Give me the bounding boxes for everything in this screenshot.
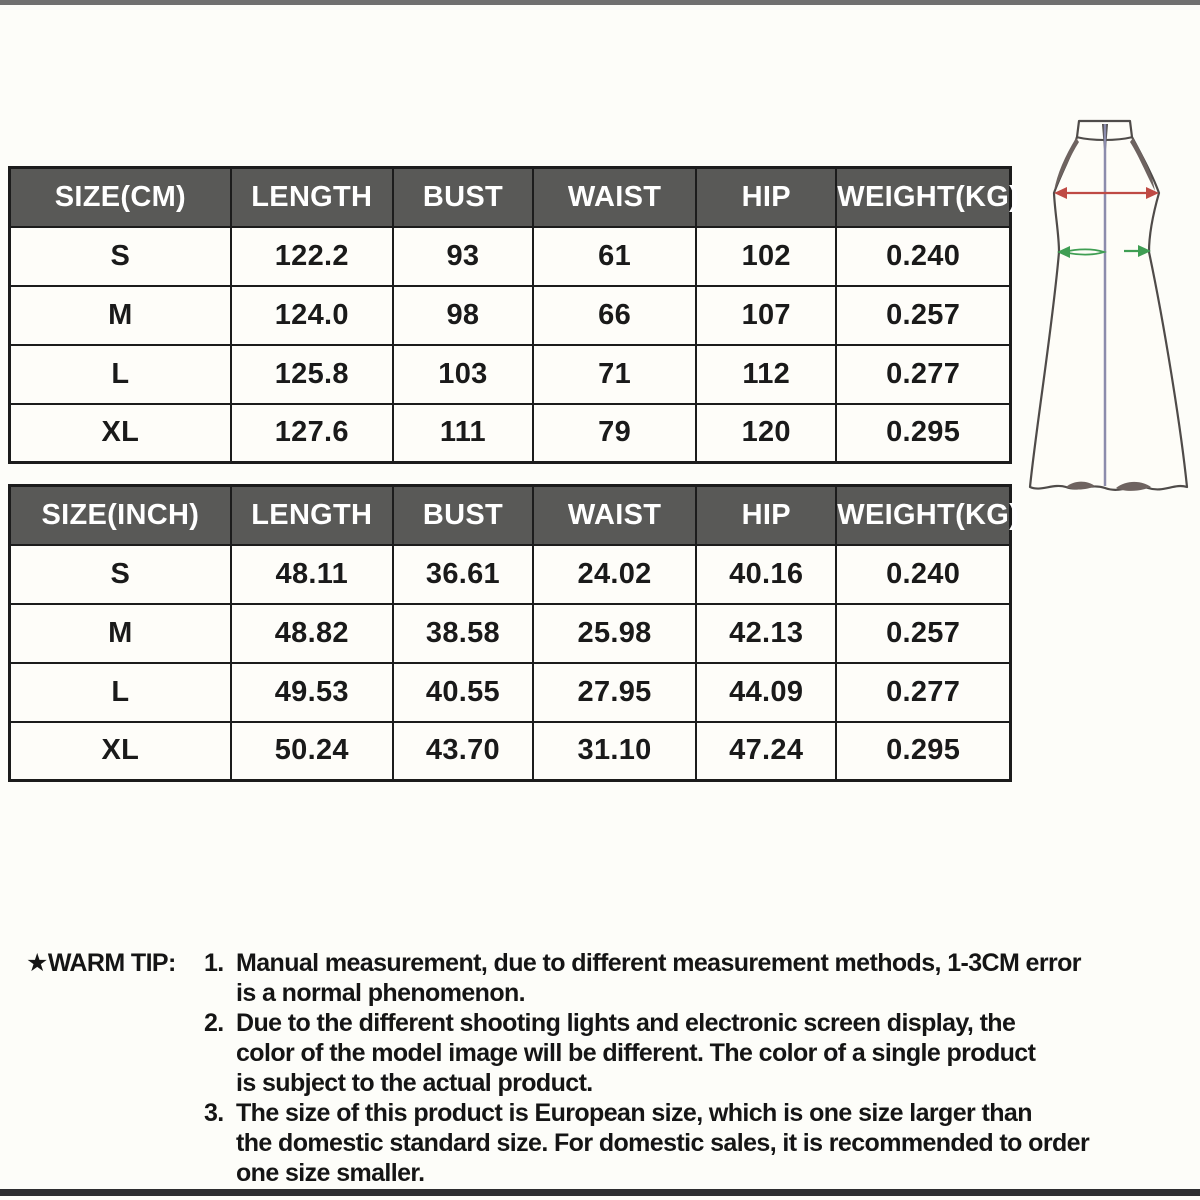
column-header: WAIST	[533, 486, 696, 545]
table-header-row	[10, 168, 1011, 227]
size-cell: 93	[393, 227, 533, 286]
size-cell: 27.95	[533, 663, 696, 722]
row-label: M	[10, 604, 231, 663]
row-label: L	[10, 663, 231, 722]
size-cell: 24.02	[533, 545, 696, 604]
size-cell: 40.55	[393, 663, 533, 722]
tip-text-line: color of the model image will be different. The color of a single product	[236, 1039, 1036, 1067]
row-label: S	[10, 545, 231, 604]
table-row	[10, 345, 1011, 404]
size-cell: 98	[393, 286, 533, 345]
tip-number: 1.	[204, 949, 224, 977]
size-cell: 47.24	[696, 722, 836, 781]
table-row	[10, 286, 1011, 345]
size-cell: 38.58	[393, 604, 533, 663]
size-cell: 36.61	[393, 545, 533, 604]
size-cell: 112	[696, 345, 836, 404]
warm-tip-item	[204, 1008, 1196, 1098]
size-cell: 66	[533, 286, 696, 345]
table-header-row	[10, 486, 1011, 545]
column-header: WEIGHT(KG)	[836, 168, 1010, 227]
size-cell: 103	[393, 345, 533, 404]
warm-tip-section	[26, 948, 1196, 1188]
size-cell: 43.70	[393, 722, 533, 781]
size-cell: 48.11	[231, 545, 393, 604]
size-cell: 44.09	[696, 663, 836, 722]
top-border-bar	[0, 0, 1200, 5]
table-row	[10, 545, 1011, 604]
size-cell: 0.240	[836, 545, 1010, 604]
table-row	[10, 404, 1011, 463]
size-cell: 50.24	[231, 722, 393, 781]
tip-text-line: is a normal phenomenon.	[236, 979, 526, 1007]
column-header: BUST	[393, 168, 533, 227]
row-label: S	[10, 227, 231, 286]
size-cell: 0.240	[836, 227, 1010, 286]
tip-text-line: the domestic standard size. For domestic sales, it is recommended to order	[236, 1129, 1090, 1157]
size-cell: 102	[696, 227, 836, 286]
warm-tip-item	[204, 1098, 1196, 1188]
size-cell: 122.2	[231, 227, 393, 286]
bottom-border-bar	[0, 1189, 1200, 1196]
size-cell: 31.10	[533, 722, 696, 781]
tip-text-line: Manual measurement, due to different measurement methods, 1-3CM error	[236, 949, 1081, 977]
warm-tip-items	[204, 948, 1196, 1188]
size-cell: 124.0	[231, 286, 393, 345]
size-cell: 48.82	[231, 604, 393, 663]
table-row	[10, 722, 1011, 781]
column-header: SIZE(CM)	[10, 168, 231, 227]
size-cell: 107	[696, 286, 836, 345]
row-label: XL	[10, 722, 231, 781]
size-cell: 125.8	[231, 345, 393, 404]
table-row	[10, 663, 1011, 722]
tip-text-line: The size of this product is European size, which is one size larger than	[236, 1099, 1032, 1127]
column-header: LENGTH	[231, 486, 393, 545]
tip-text-line: one size smaller.	[236, 1159, 425, 1187]
warm-tip-label	[26, 948, 204, 1188]
tip-text-line: Due to the different shooting lights and electronic screen display, the	[236, 1009, 1016, 1037]
size-cell: 120	[696, 404, 836, 463]
size-cell: 49.53	[231, 663, 393, 722]
size-cell: 0.295	[836, 722, 1010, 781]
size-cell: 42.13	[696, 604, 836, 663]
size-cell: 111	[393, 404, 533, 463]
row-label: L	[10, 345, 231, 404]
size-table-cm	[8, 166, 1020, 464]
tip-number: 3.	[204, 1099, 224, 1127]
size-cell: 0.257	[836, 286, 1010, 345]
table-row	[10, 227, 1011, 286]
size-cell: 0.277	[836, 345, 1010, 404]
column-header: HIP	[696, 168, 836, 227]
column-header: HIP	[696, 486, 836, 545]
star-icon: ★	[26, 949, 48, 977]
column-header: WAIST	[533, 168, 696, 227]
tip-text-line: is subject to the actual product.	[236, 1069, 593, 1097]
column-header: LENGTH	[231, 168, 393, 227]
size-cell: 40.16	[696, 545, 836, 604]
size-cell: 0.257	[836, 604, 1010, 663]
size-cell: 25.98	[533, 604, 696, 663]
size-cell: 79	[533, 404, 696, 463]
tip-number: 2.	[204, 1009, 224, 1037]
column-header: SIZE(INCH)	[10, 486, 231, 545]
size-cell: 0.277	[836, 663, 1010, 722]
warm-tip-label-text: WARM TIP:	[47, 949, 176, 977]
row-label: XL	[10, 404, 231, 463]
size-cell: 0.295	[836, 404, 1010, 463]
warm-tip-item	[204, 948, 1196, 1008]
row-label: M	[10, 286, 231, 345]
column-header: WEIGHT(KG)	[836, 486, 1010, 545]
column-header: BUST	[393, 486, 533, 545]
dress-outline	[1030, 121, 1187, 490]
dress-illustration	[1012, 98, 1200, 498]
size-cell: 71	[533, 345, 696, 404]
size-cell: 127.6	[231, 404, 393, 463]
table-row	[10, 604, 1011, 663]
size-cell: 61	[533, 227, 696, 286]
size-table-inch	[8, 484, 1020, 782]
